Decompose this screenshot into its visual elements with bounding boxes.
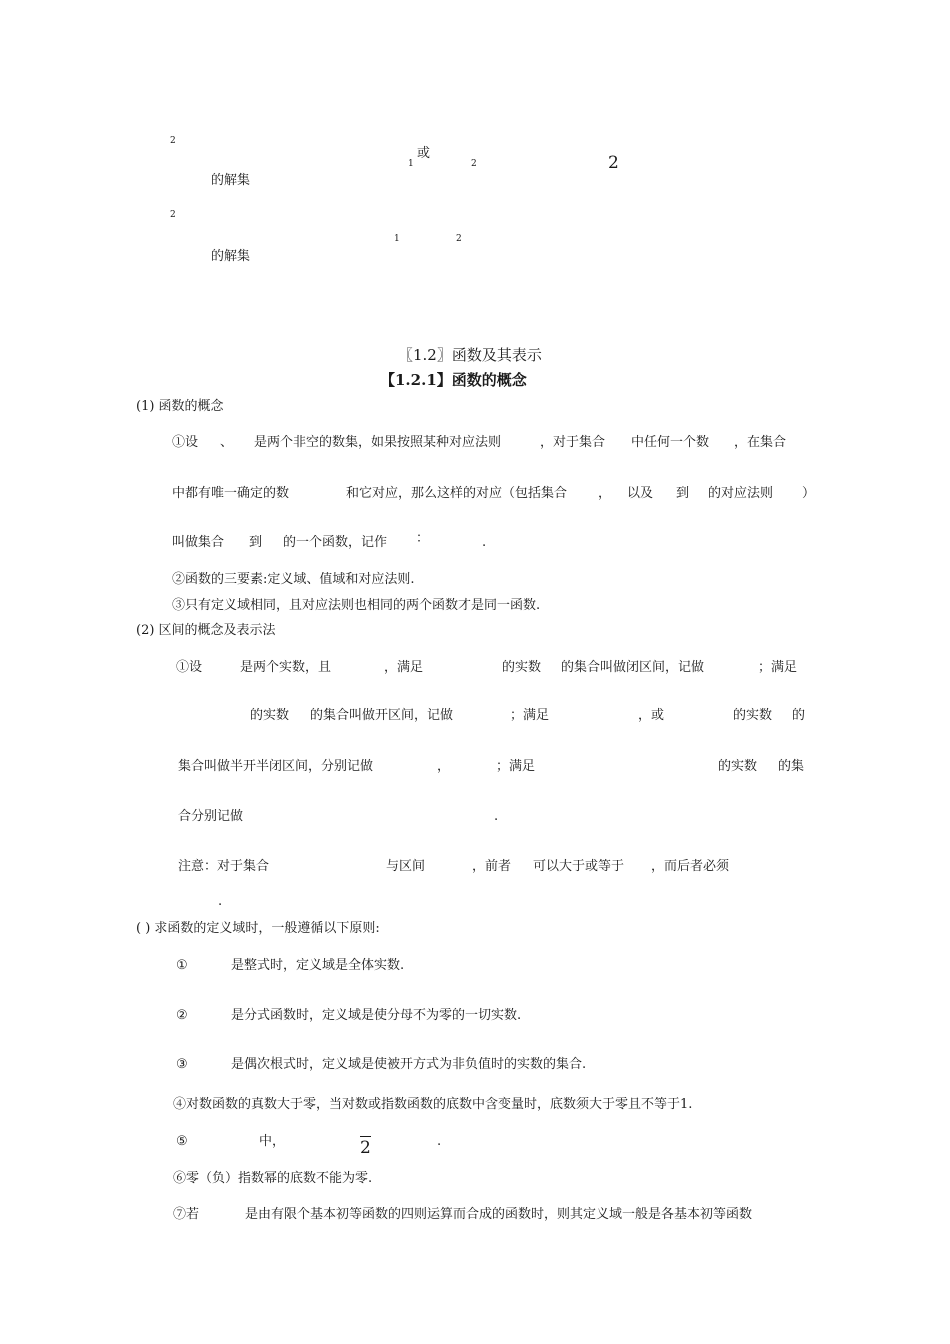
text-fragment: ，或 bbox=[638, 708, 665, 723]
text-fragment: ） bbox=[802, 486, 816, 501]
text-fragment: 和它对应，那么这样的对应（包括集合 bbox=[346, 486, 568, 501]
superscript: 2 bbox=[170, 136, 176, 146]
text-fragment: 的 bbox=[792, 708, 806, 723]
or-word: 或 bbox=[417, 146, 431, 161]
text-fragment: ，对于集合 bbox=[540, 435, 606, 450]
text-fragment: 是整式时，定义域是全体实数. bbox=[231, 958, 405, 973]
text-fragment: 的实数 bbox=[250, 708, 290, 723]
text-fragment: ，在集合 bbox=[734, 435, 787, 450]
text-fragment: ；满足 bbox=[510, 708, 550, 723]
text-fragment: 中任何一个数 bbox=[631, 435, 710, 450]
subscript: 1 bbox=[394, 234, 400, 244]
text-fragment: 、 bbox=[220, 435, 234, 450]
text-fragment: 的实数 bbox=[502, 660, 542, 675]
text-fragment: 到 bbox=[249, 535, 263, 550]
subscript: 1 bbox=[408, 159, 414, 169]
text-fragment: 的对应法则 bbox=[708, 486, 774, 501]
text-fragment: ① bbox=[176, 958, 188, 973]
part3-title: ( ) 求函数的定义域时，一般遵循以下原则: bbox=[136, 921, 380, 936]
superscript: 2 bbox=[170, 210, 176, 220]
text-fragment: 注意：对于集合 bbox=[178, 859, 270, 874]
part1-title: (1) 函数的概念 bbox=[136, 399, 224, 414]
formula-number: 2 bbox=[608, 153, 619, 173]
text-fragment: 与区间 bbox=[386, 859, 426, 874]
text-fragment: 中都有唯一确定的数 bbox=[172, 486, 290, 501]
text-line: ③只有定义域相同，且对应法则也相同的两个函数才是同一函数. bbox=[172, 598, 541, 613]
text-fragment: 的实数 bbox=[718, 759, 758, 774]
text-line: ⑥零（负）指数幂的底数不能为零. bbox=[173, 1171, 373, 1186]
text-fragment: ， bbox=[437, 759, 451, 774]
text-fragment: 的集合叫做开区间，记做 bbox=[310, 708, 454, 723]
text-fragment: 是由有限个基本初等函数的四则运算而合成的函数时，则其定义域一般是各基本初等函数 bbox=[245, 1207, 753, 1222]
text-fragment: 的一个函数，记作 bbox=[283, 535, 388, 550]
subscript: 2 bbox=[456, 234, 462, 244]
text-fragment: 是两个实数，且 bbox=[240, 660, 332, 675]
text-fragment: 以及 bbox=[627, 486, 654, 501]
text-line: ②函数的三要素:定义域、值域和对应法则. bbox=[172, 572, 415, 587]
subsection-heading: 【1.2.1】函数的概念 bbox=[380, 371, 527, 389]
text-fragment: 到 bbox=[676, 486, 690, 501]
root-index: 2 bbox=[360, 1138, 371, 1158]
section-heading: 〖1.2〗函数及其表示 bbox=[398, 346, 542, 364]
text-fragment: . bbox=[218, 894, 223, 909]
solution-set-label: 的解集 bbox=[211, 249, 251, 264]
text-fragment: 中， bbox=[259, 1134, 286, 1149]
text-fragment: 是分式函数时，定义域是使分母不为零的一切实数. bbox=[231, 1008, 522, 1023]
text-fragment: 可以大于或等于 bbox=[533, 859, 625, 874]
text-fragment: ③ bbox=[176, 1057, 188, 1072]
text-fragment: ；满足 bbox=[758, 660, 798, 675]
text-fragment: ， bbox=[598, 486, 612, 501]
part2-title: (2) 区间的概念及表示法 bbox=[136, 623, 276, 638]
text-fragment: . bbox=[482, 535, 487, 550]
text-fragment: 合分别记做 bbox=[178, 809, 244, 824]
text-fragment: 的实数 bbox=[733, 708, 773, 723]
text-fragment: ⑤ bbox=[176, 1134, 188, 1149]
text-fragment: . bbox=[437, 1134, 442, 1149]
text-fragment: ② bbox=[176, 1008, 188, 1023]
text-fragment: ，前者 bbox=[472, 859, 512, 874]
subscript: 2 bbox=[471, 159, 477, 169]
text-line: ④对数函数的真数大于零，当对数或指数函数的底数中含变量时，底数须大于零且不等于1. bbox=[173, 1097, 693, 1112]
text-fragment: 集合叫做半开半闭区间，分别记做 bbox=[178, 759, 374, 774]
text-fragment: ，满足 bbox=[384, 660, 424, 675]
text-fragment: . bbox=[494, 809, 499, 824]
text-fragment: 是偶次根式时，定义域是使被开方式为非负值时的实数的集合. bbox=[231, 1057, 587, 1072]
text-fragment: ⑦若 bbox=[173, 1207, 200, 1222]
text-fragment: ，而后者必须 bbox=[651, 859, 730, 874]
text-fragment: ；满足 bbox=[496, 759, 536, 774]
text-fragment: ①设 bbox=[176, 660, 203, 675]
text-fragment: ①设 bbox=[172, 435, 199, 450]
text-fragment: 的集合叫做闭区间，记做 bbox=[561, 660, 705, 675]
text-fragment: 的集 bbox=[778, 759, 805, 774]
text-fragment: 是两个非空的数集，如果按照某种对应法则 bbox=[254, 435, 502, 450]
solution-set-label: 的解集 bbox=[211, 173, 251, 188]
text-fragment: 叫做集合 bbox=[172, 535, 225, 550]
text-fragment: ： bbox=[416, 531, 430, 546]
